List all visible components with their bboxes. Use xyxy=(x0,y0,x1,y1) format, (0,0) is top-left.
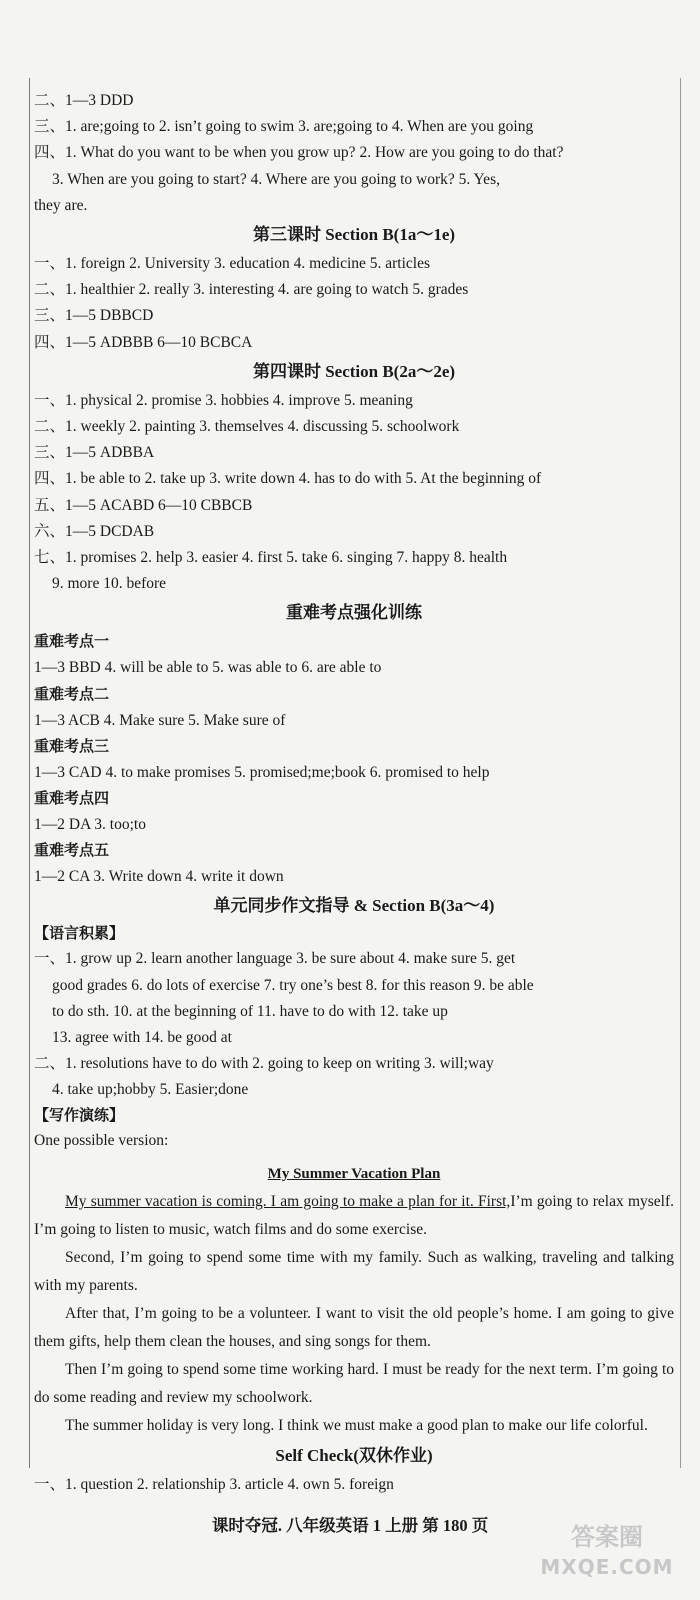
section-heading: 重难考点强化训练 xyxy=(286,603,422,623)
right-margin-rule xyxy=(680,78,681,1468)
answer-line: 3. When are you going to start? 4. Where are you going to work? 5. Yes, xyxy=(52,170,500,188)
answer-line: 二、1. weekly 2. painting 3. themselves 4. discussing 5. schoolwork xyxy=(34,418,460,436)
essay-text: I’m going to relax myself. I’m going to listen to music, watch films and do some exercise. xyxy=(34,1192,674,1238)
answer-line: 一、1. question 2. relationship 3. article 4. own 5. foreign xyxy=(34,1475,394,1493)
essay-paragraph: Second, I’m going to spend some time with my family. Such as walking, traveling and talking with my parents. xyxy=(34,1248,674,1294)
watermark-logo xyxy=(532,1522,682,1586)
answer-line: 一、1. foreign 2. University 3. education 4. medicine 5. articles xyxy=(34,255,431,273)
left-margin-rule xyxy=(29,78,30,1468)
answer-line: 二、1—3 DDD xyxy=(34,92,134,109)
answer-line: 一、1. physical 2. promise 3. hobbies 4. improve 5. meaning xyxy=(34,391,413,409)
point-label: 重难考点三 xyxy=(34,738,110,755)
answer-content xyxy=(34,88,674,1498)
answer-line: 四、1—5 ADBBB 6—10 BCBCA xyxy=(34,333,253,351)
point-label: 重难考点五 xyxy=(34,843,110,860)
answer-line: to do sth. 10. at the beginning of 11. have to do with 12. take up xyxy=(52,1002,448,1020)
answer-line: they are. xyxy=(34,196,88,214)
answer-line: 1—2 CA 3. Write down 4. write it down xyxy=(34,868,284,886)
essay-paragraph xyxy=(34,1188,674,1244)
answer-line: 1—3 CAD 4. to make promises 5. promised;me;book 6. promised to help xyxy=(34,763,490,781)
point-label: 重难考点二 xyxy=(34,686,110,703)
writing-label: 【写作演练】 xyxy=(34,1107,125,1124)
possible-version: One possible version: xyxy=(34,1131,169,1149)
section-heading: 第三课时 Section B(1a～1e) xyxy=(252,225,456,245)
point-label: 重难考点一 xyxy=(34,634,110,651)
answer-line: 4. take up;hobby 5. Easier;done xyxy=(52,1081,249,1099)
section-heading: 第四课时 Section B(2a～2e) xyxy=(252,361,456,381)
answer-line: 三、1—5 ADBBA xyxy=(34,444,155,462)
underlined-sentence: My summer vacation is coming. I am going to make a plan for it. First, xyxy=(65,1192,511,1210)
answer-line: 三、1—5 DBBCD xyxy=(34,307,154,325)
answer-line: 四、1. be able to 2. take up 3. write down 4. has to do with 5. At the beginning of xyxy=(34,470,542,488)
answer-line: 七、1. promises 2. help 3. easier 4. first 5. take 6. singing 7. happy 8. health xyxy=(34,549,508,567)
answer-line: 1—3 ACB 4. Make sure 5. Make sure of xyxy=(34,711,286,729)
point-label: 重难考点四 xyxy=(34,791,110,808)
answer-line: 三、1. are;going to 2. isn’t going to swim 3. are;going to 4. When are you going xyxy=(34,118,534,136)
essay-title: My Summer Vacation Plan xyxy=(267,1165,441,1182)
answer-line: 五、1—5 ACABD 6—10 CBBCB xyxy=(34,496,253,514)
section-heading: Self Check(双休作业) xyxy=(275,1445,433,1465)
page-footer: 课时夺冠. 八年级英语 1 上册 第 180 页 xyxy=(211,1516,489,1535)
watermark-url: MXQE.COM xyxy=(540,1555,674,1579)
answer-line: 二、1. resolutions have to do with 2. going to keep on writing 3. will;way xyxy=(34,1055,494,1073)
answer-line: 四、1. What do you want to be when you grow up? 2. How are you going to do that? xyxy=(34,144,564,162)
answer-line: 1—2 DA 3. too;to xyxy=(34,816,146,834)
answer-line: 六、1—5 DCDAB xyxy=(34,522,155,540)
answer-line: 1—3 BBD 4. will be able to 5. was able to 6. are able to xyxy=(34,659,382,677)
answer-line: 二、1. healthier 2. really 3. interesting 4. are going to watch 5. grades xyxy=(34,281,469,299)
essay-paragraph: Then I’m going to spend some time working hard. I must be ready for the next term. I’m going to do some reading and review my schoolwork. xyxy=(34,1360,674,1406)
watermark-text: 答案圈 xyxy=(571,1523,643,1551)
answer-line: 一、1. grow up 2. learn another language 3. be sure about 4. make sure 5. get xyxy=(34,950,516,968)
answer-line: good grades 6. do lots of exercise 7. try one’s best 8. for this reason 9. be able xyxy=(52,976,534,994)
essay-paragraph: After that, I’m going to be a volunteer. I want to visit the old people’s home. I am going to give them gifts, help them clean the houses, and sing songs for them. xyxy=(34,1304,674,1350)
section-heading: 单元同步作文指导 & Section B(3a～4) xyxy=(213,896,495,916)
answer-line: 13. agree with 14. be good at xyxy=(52,1029,232,1047)
essay-paragraph: The summer holiday is very long. I think we must make a good plan to make our life colorful. xyxy=(65,1416,648,1434)
answer-line: 9. more 10. before xyxy=(52,575,167,593)
language-label: 【语言积累】 xyxy=(34,926,125,943)
